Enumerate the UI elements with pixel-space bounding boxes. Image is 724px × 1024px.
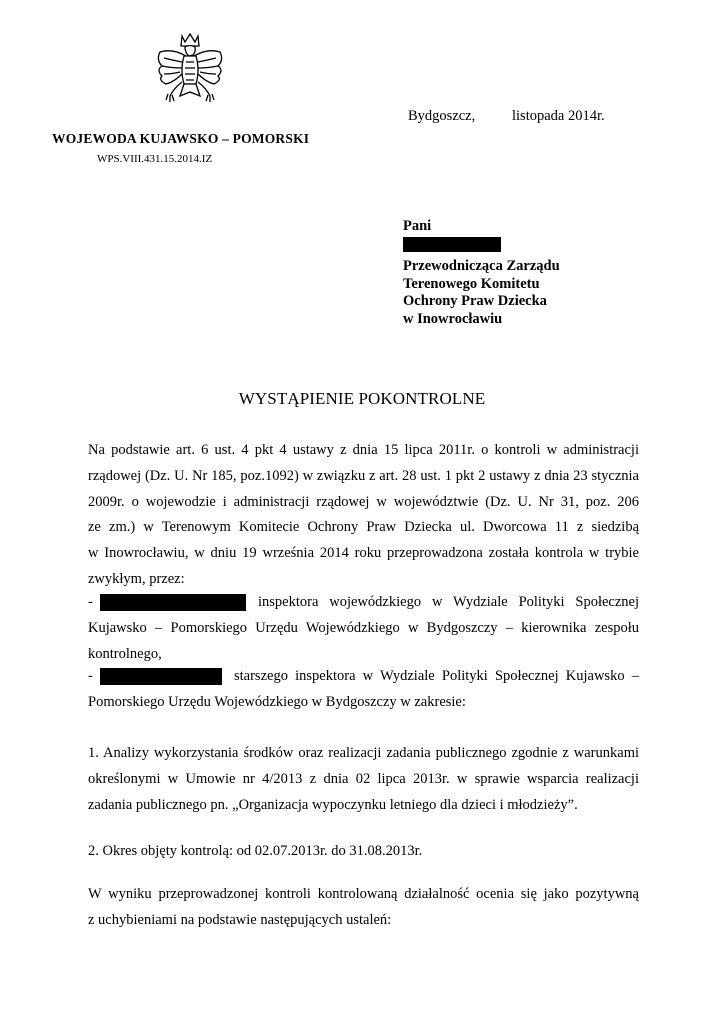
paragraph-line: 1. Analizy wykorzystania środków oraz realizacji zadania publicznego zgodnie z warunkami [88,745,639,761]
list-dash: - [88,594,93,610]
paragraph-line: Na podstawie art. 6 ust. 4 pkt 4 ustawy z dnia 15 lipca 2011r. o kontroli w administracji [88,442,639,458]
inspector-line: starszego inspektora w Wydziale Polityki Społecznej Kujawsko – [234,668,639,684]
redacted-name [100,668,222,685]
addressee-line: Terenowego Komitetu [403,275,540,292]
inspector-1 [88,590,639,667]
paragraph-line: określonymi w Umowie nr 4/2013 z dnia 02 lipca 2013r. w sprawie wsparcia realizacji [88,770,639,787]
paragraph-line: zwykłym, przez: [88,570,185,587]
inspector-line: Kujawsko – Pomorskiego Urzędu Wojewódzkiego w Bydgoszczy – kierownika zespołu [88,619,639,636]
conclusion-paragraph [88,882,639,934]
addressee-line: Ochrony Praw Dziecka [403,293,547,309]
redacted-name [403,237,501,252]
paragraph-line: W wyniku przeprowadzonej kontroli kontrolowaną działalność ocenia się jako pozytywną [88,886,639,902]
reference-number: WPS.VIII.431.15.2014.IZ [97,153,213,165]
document-title: WYSTĄPIENIE POKONTROLNE [238,389,486,408]
paragraph-line: zadania publicznego pn. „Organizacja wypoczynku letniego dla dzieci i młodzieży”. [88,796,578,813]
paragraph-line: rządowej (Dz. U. Nr 185, poz.1092) w związku z art. 28 ust. 1 pkt 2 ustawy z dnia 23 stycznia [88,467,639,484]
redacted-name [100,594,246,611]
addressee-salutation: Pani [403,218,432,234]
scope-item-2: 2. Okres objęty kontrolą: od 02.07.2013r. do 31.08.2013r. [88,843,423,859]
addressee-line: w Inowrocławiu [403,310,503,327]
addressee-line: Przewodnicząca Zarządu [403,258,560,274]
paragraph-line: ze zm.) w Terenowym Komitecie Ochrony Praw Dziecka ul. Dworcowa 11 z siedzibą [88,519,639,536]
inspector-line: inspektora wojewódzkiego w Wydziale Polityki Społecznej [258,594,639,610]
date: listopada 2014r. [512,108,605,124]
issuing-authority: WOJEWODA KUJAWSKO – POMORSKI [52,131,310,146]
inspector-2 [88,664,639,716]
list-dash: - [88,668,93,684]
place: Bydgoszcz, [408,108,476,124]
polish-eagle-emblem-icon [152,30,228,112]
paragraph-line: 2009r. o wojewodzie i administracji rządowej w województwie (Dz. U. Nr 31, poz. 206 [88,493,639,510]
scope-item-1 [88,741,639,818]
inspector-line: kontrolnego, [88,645,162,662]
paragraph-line: z uchybieniami na podstawie następujących ustaleń: [88,911,392,928]
paragraph-line: w Inowrocławiu, w dniu 19 września 2014 roku przeprowadzona została kontrola w trybie [88,545,639,562]
inspector-line: Pomorskiego Urzędu Wojewódzkiego w Bydgoszczy w zakresie: [88,693,466,710]
intro-paragraph [88,438,639,593]
addressee-block [403,218,560,328]
